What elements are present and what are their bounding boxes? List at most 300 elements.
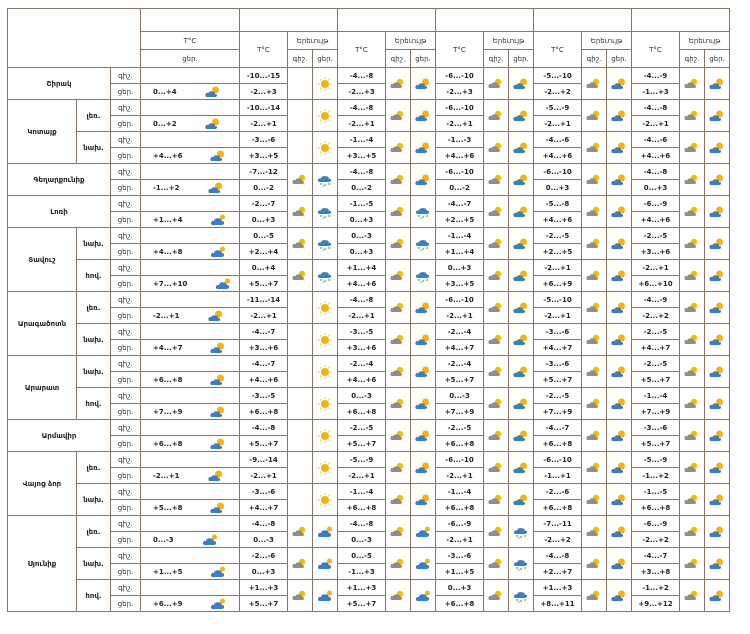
temp-cell: +4...+6	[240, 372, 288, 388]
temp-value: +1...+4	[153, 215, 183, 224]
temp-cell: -6...-10	[436, 452, 484, 468]
temp-cell: -3...-6	[240, 484, 288, 500]
temp-cell	[141, 308, 240, 324]
temp-cell: -2...-5	[338, 420, 386, 436]
day-weather-icon	[705, 164, 730, 196]
day-weather-icon	[411, 324, 436, 356]
temp-cell: -2...+3	[338, 84, 386, 100]
temp-value: 0...+2	[153, 119, 177, 128]
day-weather-icon	[509, 548, 534, 580]
phenomenon-header: Երեւույթ	[680, 32, 730, 50]
night-weather-icon	[582, 420, 607, 452]
period-label: ցեր.	[111, 180, 141, 196]
day-weather-icon	[705, 420, 730, 452]
day-weather-icon	[509, 164, 534, 196]
temp-cell: 0...+4	[240, 260, 288, 276]
temp-cell: +3...+6	[632, 244, 680, 260]
table-row	[8, 228, 730, 244]
day-header	[240, 9, 338, 32]
weather-icon	[208, 152, 228, 160]
temp-cell: +4...+6	[632, 212, 680, 228]
table-row	[8, 548, 730, 564]
temp-cell	[141, 532, 240, 548]
table-row	[8, 132, 730, 148]
temp-value: +6...+9	[153, 599, 183, 608]
night-weather-icon	[680, 196, 705, 228]
area-name: նախ.	[77, 132, 111, 164]
temp-cell: -7...-12	[240, 164, 288, 180]
period-label: գիշ.	[111, 196, 141, 212]
night-weather-icon	[288, 132, 313, 164]
day-weather-icon	[607, 260, 632, 292]
night-weather-icon	[386, 260, 411, 292]
night-weather-icon	[484, 100, 509, 132]
night-weather-icon	[484, 548, 509, 580]
temp-cell: +6...+8	[436, 596, 484, 612]
temp-cell: +6...+10	[632, 276, 680, 292]
temp-cell: -4...-8	[240, 516, 288, 532]
day-weather-icon	[607, 68, 632, 100]
temp-cell: -2...+1	[436, 468, 484, 484]
night-weather-icon	[386, 516, 411, 548]
temp-cell	[141, 516, 240, 532]
temp-cell	[141, 68, 240, 84]
day-weather-icon	[313, 356, 338, 388]
period-label: գիշ.	[111, 260, 141, 276]
temp-value: -1...+2	[153, 183, 180, 192]
night-weather-icon	[680, 132, 705, 164]
day-weather-icon	[411, 420, 436, 452]
night-weather-icon	[484, 196, 509, 228]
day-weather-icon	[607, 132, 632, 164]
temp-cell	[141, 260, 240, 276]
temp-cell	[141, 164, 240, 180]
day-weather-icon	[313, 164, 338, 196]
temp-cell: -6...-10	[436, 68, 484, 84]
day-weather-icon	[411, 548, 436, 580]
temp-value: -2...+1	[153, 471, 180, 480]
temp-cell: -1...+2	[632, 580, 680, 596]
night-weather-icon	[582, 132, 607, 164]
temp-cell	[141, 212, 240, 228]
table-row	[8, 484, 730, 500]
temp-cell: -3...-5	[338, 324, 386, 340]
temp-cell	[141, 452, 240, 468]
area-name: լեռ.	[77, 452, 111, 484]
temp-cell	[141, 180, 240, 196]
temp-cell: +3...+6	[338, 340, 386, 356]
table-row	[8, 452, 730, 468]
temp-cell: +5...+7	[338, 596, 386, 612]
table-row	[8, 100, 730, 116]
temp-cell: -1...-4	[338, 132, 386, 148]
day-weather-icon	[607, 196, 632, 228]
forecast-body	[8, 68, 730, 612]
temp-cell: +5...+7	[338, 436, 386, 452]
night-weather-icon	[288, 100, 313, 132]
temp-cell: -2...+1	[534, 116, 582, 132]
temp-cell: -3...-6	[436, 548, 484, 564]
period-label: գիշ.	[111, 548, 141, 564]
table-row	[8, 260, 730, 276]
temp-value: -2...+1	[153, 311, 180, 320]
temp-cell: +6...+8	[436, 500, 484, 516]
night-weather-icon	[680, 100, 705, 132]
day-weather-icon	[509, 196, 534, 228]
area-name: լեռ.	[77, 516, 111, 548]
night-weather-icon	[386, 196, 411, 228]
period-label: գիշ.	[111, 356, 141, 372]
temp-cell: -6...-10	[436, 100, 484, 116]
period-label: գիշ.	[111, 228, 141, 244]
period-label: ցեր.	[111, 148, 141, 164]
table-row	[8, 324, 730, 340]
temp-cell: +4...+6	[436, 148, 484, 164]
temp-cell: -2...+3	[436, 84, 484, 100]
weather-icon	[208, 216, 228, 224]
temp-cell: +5...+7	[534, 372, 582, 388]
period-label: ցեր.	[111, 244, 141, 260]
temp-cell: -11...-14	[240, 292, 288, 308]
night-weather-icon	[484, 260, 509, 292]
temp-header: T°C	[436, 32, 484, 68]
temp-value: 0...+4	[153, 87, 177, 96]
night-weather-icon	[386, 324, 411, 356]
temp-cell: -4...-8	[338, 292, 386, 308]
temp-cell: -2...+2	[534, 84, 582, 100]
temp-cell: -6...-9	[436, 516, 484, 532]
temp-cell: -2...-5	[534, 388, 582, 404]
period-label: գիշ.	[111, 484, 141, 500]
night-weather-icon	[484, 452, 509, 484]
temp-cell: -4...-9	[632, 68, 680, 84]
temp-cell: -5...-8	[534, 196, 582, 212]
temp-cell: 0...-3	[338, 228, 386, 244]
night-weather-icon	[582, 580, 607, 612]
temp-cell: -6...-9	[632, 196, 680, 212]
temp-cell: +7...+9	[436, 404, 484, 420]
temp-cell: +3...+8	[632, 564, 680, 580]
temp-cell: -1...+3	[632, 84, 680, 100]
temp-cell: +4...+7	[534, 340, 582, 356]
night-weather-icon	[288, 356, 313, 388]
temp-cell	[141, 100, 240, 116]
night-weather-icon	[582, 100, 607, 132]
temp-cell: 0...-2	[338, 180, 386, 196]
day-weather-icon	[607, 356, 632, 388]
temp-cell: 0...-5	[240, 228, 288, 244]
period-label: ցեր.	[111, 308, 141, 324]
weather-icon	[208, 600, 228, 608]
period-label: գիշ.	[111, 452, 141, 468]
night-weather-icon	[386, 164, 411, 196]
day-weather-icon	[705, 580, 730, 612]
temp-cell: 0...+3	[240, 212, 288, 228]
temp-cell: +5...+7	[240, 436, 288, 452]
night-weather-icon	[386, 100, 411, 132]
weather-icon	[203, 120, 223, 128]
temp-value: +4...+6	[153, 151, 183, 160]
weather-icon	[208, 376, 228, 384]
day-weather-icon	[313, 292, 338, 324]
night-weather-icon	[484, 68, 509, 100]
night-weather-icon	[680, 420, 705, 452]
region-name: Կոտայք	[8, 100, 77, 164]
night-header: գիշ.	[680, 50, 705, 68]
temp-cell: -2...+1	[534, 260, 582, 276]
region-name: Սյունիք	[8, 516, 77, 612]
day-subheader: ցեր.	[313, 50, 338, 68]
temp-cell: -2...+1	[436, 308, 484, 324]
temp-cell: +6...+8	[338, 404, 386, 420]
night-weather-icon	[680, 388, 705, 420]
region-name: Լոռի	[8, 196, 111, 228]
temp-cell: -2...-5	[632, 356, 680, 372]
day-weather-icon	[411, 516, 436, 548]
night-weather-icon	[582, 484, 607, 516]
night-weather-icon	[484, 164, 509, 196]
day-weather-icon	[411, 228, 436, 260]
night-weather-icon	[288, 420, 313, 452]
night-weather-icon	[680, 292, 705, 324]
period-label: գիշ.	[111, 100, 141, 116]
weather-icon	[213, 280, 233, 288]
period-label: ցեր.	[111, 404, 141, 420]
night-weather-icon	[680, 548, 705, 580]
temp-cell: -2...-5	[534, 228, 582, 244]
temp-cell	[141, 276, 240, 292]
day-weather-icon	[705, 548, 730, 580]
temp-header: T°C	[240, 32, 288, 68]
day-weather-icon	[607, 164, 632, 196]
day-weather-icon	[313, 68, 338, 100]
table-row	[8, 356, 730, 372]
temp-cell: -2...+1	[338, 468, 386, 484]
temp-cell: 0...-3	[338, 388, 386, 404]
day-weather-icon	[313, 580, 338, 612]
day-weather-icon	[705, 324, 730, 356]
day-weather-icon	[313, 548, 338, 580]
table-row	[8, 196, 730, 212]
temp-cell: -1...+3	[338, 564, 386, 580]
day-weather-icon	[705, 68, 730, 100]
temp-cell: -1...-4	[338, 484, 386, 500]
temp-cell: -1...+2	[632, 468, 680, 484]
day-subheader: ցեր.	[607, 50, 632, 68]
day-weather-icon	[313, 388, 338, 420]
area-name: նախ.	[77, 356, 111, 388]
night-weather-icon	[582, 356, 607, 388]
region-header	[8, 9, 141, 68]
night-weather-icon	[680, 164, 705, 196]
temp-cell: -4...-8	[338, 516, 386, 532]
temp-value: +4...+8	[153, 247, 183, 256]
temp-cell: +5...+7	[632, 436, 680, 452]
night-weather-icon	[582, 196, 607, 228]
night-weather-icon	[288, 228, 313, 260]
temp-cell: -4...-8	[338, 100, 386, 116]
temp-cell: -4...-9	[632, 292, 680, 308]
area-name: նախ.	[77, 484, 111, 516]
temp-cell	[141, 484, 240, 500]
temp-cell: -4...-7	[436, 196, 484, 212]
weather-icon	[208, 440, 228, 448]
temp-cell: -4...-8	[338, 68, 386, 84]
temp-cell: -2...-5	[632, 324, 680, 340]
temp-cell	[141, 548, 240, 564]
temp-cell: +2...+7	[534, 564, 582, 580]
temp-cell: -2...-4	[338, 356, 386, 372]
area-name: նախ.	[77, 548, 111, 580]
temp-cell: +4...+6	[534, 148, 582, 164]
weather-icon	[208, 408, 228, 416]
temp-header: T°C	[632, 32, 680, 68]
temp-cell: -6...-10	[436, 164, 484, 180]
night-weather-icon	[386, 580, 411, 612]
night-weather-icon	[582, 548, 607, 580]
night-weather-icon	[484, 132, 509, 164]
temp-cell: -5...-9	[534, 100, 582, 116]
day-header	[632, 9, 730, 32]
period-label: գիշ.	[111, 164, 141, 180]
night-header: գիշ.	[288, 50, 313, 68]
night-weather-icon	[582, 260, 607, 292]
temp-value: +5...+8	[153, 503, 183, 512]
day-weather-icon	[607, 580, 632, 612]
temp-cell: +6...+8	[534, 500, 582, 516]
temp-cell: -3...-6	[534, 356, 582, 372]
night-weather-icon	[484, 580, 509, 612]
period-label: ցեր.	[111, 84, 141, 100]
day-weather-icon	[509, 132, 534, 164]
table-row	[8, 516, 730, 532]
temp-cell: +5...+7	[436, 372, 484, 388]
temp-cell: 0...-3	[240, 532, 288, 548]
night-weather-icon	[386, 68, 411, 100]
weather-icon	[208, 504, 228, 512]
day-weather-icon	[313, 324, 338, 356]
table-row	[8, 292, 730, 308]
day-weather-icon	[411, 356, 436, 388]
night-weather-icon	[288, 516, 313, 548]
night-weather-icon	[288, 452, 313, 484]
day-weather-icon	[313, 132, 338, 164]
temp-cell	[141, 404, 240, 420]
temp-cell: +8...+11	[534, 596, 582, 612]
temp-cell: +1...+5	[436, 564, 484, 580]
region-name: Արարատ	[8, 356, 77, 420]
day-weather-icon	[705, 228, 730, 260]
temp-cell: -2...-6	[240, 548, 288, 564]
header-row-days	[8, 9, 730, 32]
area-name: հով.	[77, 580, 111, 612]
night-weather-icon	[582, 324, 607, 356]
temp-cell: +1...+3	[338, 580, 386, 596]
temp-cell: +6...+9	[534, 276, 582, 292]
temp-cell: -6...-10	[534, 164, 582, 180]
night-weather-icon	[680, 580, 705, 612]
day-weather-icon	[607, 548, 632, 580]
day-weather-icon	[313, 452, 338, 484]
period-label: ցեր.	[111, 212, 141, 228]
temp-cell: +6...+8	[632, 500, 680, 516]
temp-cell: -6...-10	[534, 452, 582, 468]
temp-cell: +3...+6	[240, 340, 288, 356]
temp-value: +6...+8	[153, 375, 183, 384]
temp-cell: -2...-4	[436, 356, 484, 372]
temp-cell: -2...+1	[338, 116, 386, 132]
temp-cell: -1...-4	[436, 228, 484, 244]
temp-cell: -4...-7	[632, 548, 680, 564]
day-weather-icon	[607, 452, 632, 484]
day-weather-icon	[705, 356, 730, 388]
temp-cell: -2...+1	[436, 532, 484, 548]
day-weather-icon	[607, 516, 632, 548]
day-weather-icon	[607, 484, 632, 516]
temp-cell	[141, 388, 240, 404]
temp-cell: +4...+7	[632, 340, 680, 356]
night-weather-icon	[484, 228, 509, 260]
day-weather-icon	[313, 228, 338, 260]
day-weather-icon	[411, 196, 436, 228]
temp-cell: +3...+5	[240, 148, 288, 164]
temp-cell: -5...-9	[338, 452, 386, 468]
temp-cell: +1...+3	[240, 580, 288, 596]
day-weather-icon	[313, 516, 338, 548]
period-label: գիշ.	[111, 388, 141, 404]
temp-cell	[141, 116, 240, 132]
day-weather-icon	[607, 292, 632, 324]
weather-icon	[203, 88, 223, 96]
night-weather-icon	[680, 324, 705, 356]
temp-cell: -2...+1	[240, 116, 288, 132]
table-row	[8, 164, 730, 180]
temp-cell: -2...+3	[240, 84, 288, 100]
period-label: գիշ.	[111, 324, 141, 340]
day-weather-icon	[705, 260, 730, 292]
period-label: ցեր.	[111, 276, 141, 292]
period-label: գիշ.	[111, 68, 141, 84]
temp-cell: +7...+9	[534, 404, 582, 420]
night-weather-icon	[680, 228, 705, 260]
temp-cell: +1...+4	[338, 260, 386, 276]
temp-cell: +2...+5	[534, 244, 582, 260]
temp-cell: -2...+1	[534, 308, 582, 324]
temp-cell: 0...+3	[240, 564, 288, 580]
temp-cell	[141, 500, 240, 516]
night-weather-icon	[484, 356, 509, 388]
temp-cell	[141, 244, 240, 260]
temp-cell: -2...+1	[338, 308, 386, 324]
table-row	[8, 388, 730, 404]
temp-cell: -4...-8	[534, 548, 582, 564]
night-weather-icon	[484, 420, 509, 452]
temp-cell: -2...-5	[632, 228, 680, 244]
day-weather-icon	[313, 100, 338, 132]
night-weather-icon	[582, 228, 607, 260]
temp-cell: -2...+1	[240, 468, 288, 484]
day-weather-icon	[313, 420, 338, 452]
temp-value: +1...+5	[153, 567, 183, 576]
period-label: գիշ.	[111, 292, 141, 308]
day-weather-icon	[509, 68, 534, 100]
temp-cell: -4...-7	[534, 420, 582, 436]
night-weather-icon	[288, 292, 313, 324]
day-header	[534, 9, 632, 32]
day-weather-icon	[509, 452, 534, 484]
period-label: ցեր.	[111, 468, 141, 484]
period-label: ցեր.	[111, 596, 141, 612]
